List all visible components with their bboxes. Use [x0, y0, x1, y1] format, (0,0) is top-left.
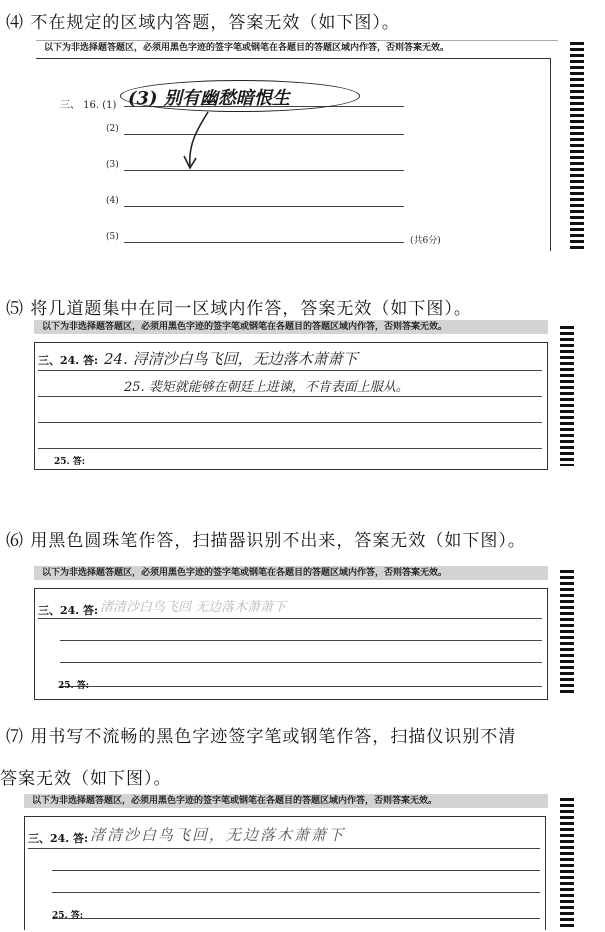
sheet-banner: 以下为非选择题答题区，必须用黑色字迹的签字笔或钢笔在各题目的答题区域内作答，否则答案无效。 [36, 40, 558, 55]
sheet-banner: 以下为非选择题答题区，必须用黑色字迹的签字笔或钢笔在各题目的答题区域内作答，否则答案无效。 [34, 320, 548, 334]
blank-label-3: (3) [106, 160, 119, 170]
handwriting-line-2: 25. 裴矩就能够在朝廷上进谏，不肯表面上服从。 [124, 380, 409, 395]
blank-line-2 [124, 134, 404, 135]
caption-section-6: ⑹ 用黑色圆珠笔作答，扫描器识别不出来，答案无效（如下图）。 [6, 531, 526, 551]
next-question-label: 25. 答: [52, 911, 84, 921]
question-label: 三、24. 答: [38, 604, 99, 617]
score-note: (共6分) [410, 236, 441, 246]
answer-line-2 [52, 870, 540, 871]
blank-label-2: (2) [106, 124, 119, 134]
caption-section-7-line-2: 答案无效（如下图）。 [0, 769, 172, 789]
answer-sheet-7 [24, 794, 574, 930]
caption-section-7-line-1: ⑺ 用书写不流畅的黑色字迹签字笔或钢笔作答，扫描仪识别不清 [6, 727, 517, 747]
question-label: 三、24. 答: [38, 354, 99, 367]
answer-line-4 [60, 686, 542, 687]
answer-line-2 [60, 640, 542, 641]
answer-line-4 [52, 918, 540, 919]
answer-line-1 [38, 370, 542, 371]
sheet-banner: 以下为非选择题答题区，必须用黑色字迹的签字笔或钢笔在各题目的答题区域内作答，否则答案无效。 [24, 794, 548, 808]
broken-handwriting: 渚清沙白鸟飞回，无边落木萧萧下 [90, 826, 346, 844]
sheet-banner: 以下为非选择题答题区，必须用黑色字迹的签字笔或钢笔在各题目的答题区域内作答，否则答案无效。 [34, 566, 548, 580]
caption-section-4: ⑷ 不在规定的区域内答题，答案无效（如下图）。 [6, 13, 400, 33]
answer-sheet-5 [34, 320, 574, 470]
handwriting-line-1: 24. 浔清沙白鸟飞回，无边落木萧萧下 [104, 350, 358, 368]
timing-marks [560, 798, 574, 928]
answer-line-1 [38, 618, 542, 619]
question-label: 三、24. 答: [28, 832, 89, 845]
handwritten-answer: (3) 别有幽愁暗恨生 [128, 88, 290, 109]
next-question-label: 25. 答: [54, 457, 86, 467]
faint-handwriting: 渚清沙白鸟飞回 无边落木萧萧下 [100, 600, 287, 615]
answer-line-3 [52, 892, 540, 893]
answer-line-1 [28, 848, 540, 849]
answer-sheet-4 [36, 40, 584, 252]
timing-marks [560, 326, 574, 466]
question-prefix: 三、 16. (1) [60, 100, 117, 111]
timing-marks [570, 42, 584, 250]
blank-line-3 [124, 170, 404, 171]
blank-line-5 [124, 242, 404, 243]
next-question-label: 25. 答: [58, 681, 90, 691]
answer-line-3 [60, 662, 542, 663]
blank-label-5: (5) [106, 232, 119, 242]
timing-marks [560, 570, 574, 696]
answer-line-2 [38, 396, 542, 397]
answer-line-3 [38, 422, 542, 423]
caption-section-5: ⑸ 将几道题集中在同一区域内作答，答案无效（如下图）。 [6, 299, 472, 319]
blank-label-4: (4) [106, 196, 119, 206]
answer-sheet-6 [34, 566, 574, 700]
arrow-icon [176, 110, 216, 172]
answer-line-4 [38, 448, 542, 449]
blank-line-4 [124, 206, 404, 207]
